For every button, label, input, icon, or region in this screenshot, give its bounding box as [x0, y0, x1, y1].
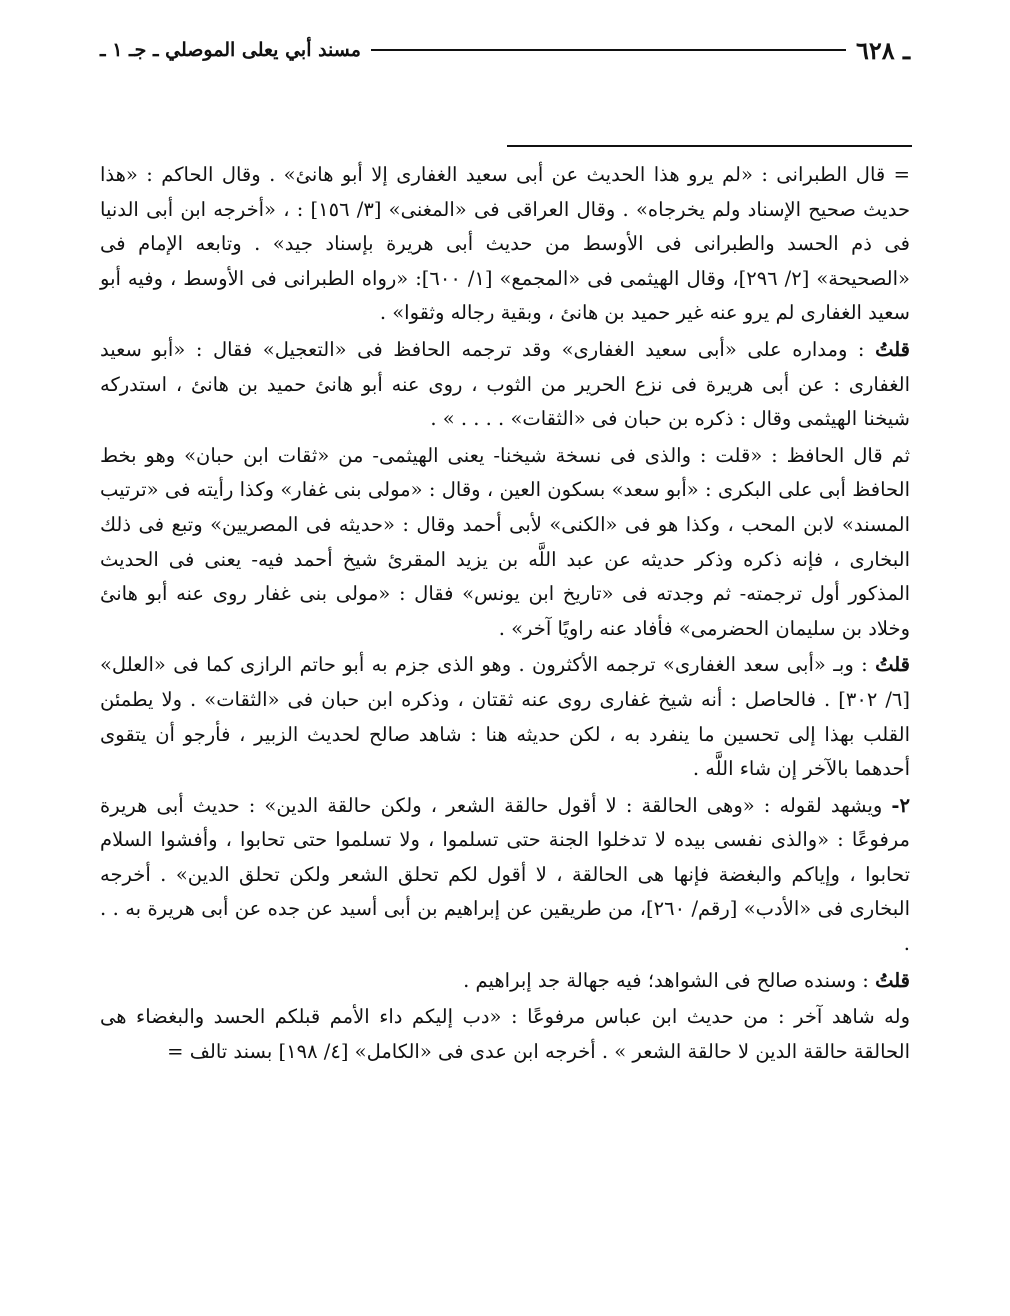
paragraph-4 [100, 648, 910, 786]
paragraph-7 [100, 1000, 910, 1069]
running-header [100, 30, 910, 70]
paragraph-6 [100, 964, 910, 999]
paragraph-text: وله شاهد آخر : من حديث ابن عباس مرفوعًا : «دب إليكم داء الأمم قبلكم الحسد والبغضاء هى الحالقة حالقة الدين لا حالقة الشعر » . أخرجه ابن عدى فى «الكامل» [٤/ ١٩٨] بسند تالف = [100, 1005, 910, 1063]
paragraph-text: : وسنده صالح فى الشواهد؛ فيه جهالة جد إبراهيم . [463, 968, 869, 992]
paragraph-text: : ومداره على «أبى سعيد الغفارى» وقد ترجمه الحافظ فى «التعجيل» فقال : «أبو سعيد الغفارى : عن أبى هريرة فى نزع الحرير من الثوب ، روى عنه أبو هانئ حميد بن هانئ ، استدركه شيخنا الهيثمى وقال : ذكره بن حبان فى «الثقات» . . . . » . [100, 337, 910, 431]
paragraph-lead: قلتُ [875, 653, 910, 677]
paragraph-3 [100, 439, 910, 647]
paragraph-text: : وبـ «أبى سعد الغفارى» ترجمه الأكثرون . وهو الذى جزم به أبو حاتم الرازى كما فى «العلل» [٦/ ٣٠٢] . فالحاصل : أنه شيخ غفارى روى عنه ثقتان ، وذكره ابن حبان فى «الثقات» . ولا يطمئن القلب بهذا إلى تحسين ما ينفرد به ، لكن حديثه هنا : شاهد صالح لحديث الزبير ، فأرجو أن يتقوى أحدهما بالآخر إن شاء اللَّه . [100, 653, 910, 781]
paragraph-text: ثم قال الحافظ : «قلت : والذى فى نسخة شيخنا- يعنى الهيثمى- من «ثقات ابن حبان» وهو بخط الحافظ أبى على البكرى : «أبو سعد» بسكون العين ، وقال : «مولى بنى غفار» وكذا رأيته فى «ترتيب المسند» لابن المحب ، وكذا هو فى «الكنى» لأبى أحمد وقال : «حديثه فى المصريين» وتبع فى ذلك البخارى ، فإنه ذكره وذكر حديثه عن عبد اللَّه بن يزيد المقرئ شيخ أحمد فيه- يعنى فى الحديث المذكور أول ترجمته- ثم وجدته فى «تاريخ ابن يونس» فقال : «مولى بنى غفار روى عنه أبو هانئ وخلاد بن سليمان الحضرمى» فأفاد عنه راويًا آخر» . [100, 443, 910, 640]
footnote-body [100, 158, 910, 1069]
header-rule [371, 49, 846, 51]
paragraph-lead: قلتُ [875, 337, 910, 361]
paragraph-5 [100, 789, 910, 962]
running-title: مسند أبي يعلى الموصلي ـ جـ ١ ـ [100, 39, 361, 61]
paragraph-2 [100, 333, 910, 437]
page-number: ـ ٦٢٨ [855, 35, 910, 65]
paragraph-text: ويشهد لقوله : «وهى الحالقة : لا أقول حالقة الشعر ، ولكن حالقة الدين» : حديث أبى هريرة مرفوعًا : «والذى نفسى بيده لا تدخلوا الجنة حتى تسلموا ، ولا تسلموا حتى تحابوا ، وأفشوا السلام تحابوا ، وإياكم والبغضة فإنها هى الحالقة ، لا أقول لكم تحلق الشعر ولكن تحلق الدين» . أخرجه البخارى فى «الأدب» [رقم/ ٢٦٠]، من طريقين عن إبراهيم بن أبى أسيد عن جده عن أبى هريرة به . . . [100, 793, 910, 956]
paragraph-text: = قال الطبرانى : «لم يرو هذا الحديث عن أبى سعيد الغفارى إلا أبو هانئ» . وقال الحاكم : «هذا حديث صحيح الإسناد ولم يخرجاه» . وقال العراقى فى «المغنى» [٣/ ١٥٦] : ، «أخرجه ابن أبى الدنيا فى ذم الحسد والطبرانى فى الأوسط من حديث أبى هريرة بإسناد جيد» . وتابعه الإمام فى «الصحيحة» [٢/ ٢٩٦]، وقال الهيثمى فى «المجمع» [١/ ٦٠٠]: «رواه الطبرانى فى الأوسط ، وفيه أبو سعيد الغفارى لم يرو عنه غير حميد بن هانئ ، وبقية رجاله وثقوا» . [100, 163, 911, 325]
paragraph-lead: قلتُ [875, 968, 910, 992]
footnote-separator [507, 145, 912, 147]
paragraph-1 [100, 158, 910, 331]
paragraph-lead: ٢- [891, 793, 910, 817]
